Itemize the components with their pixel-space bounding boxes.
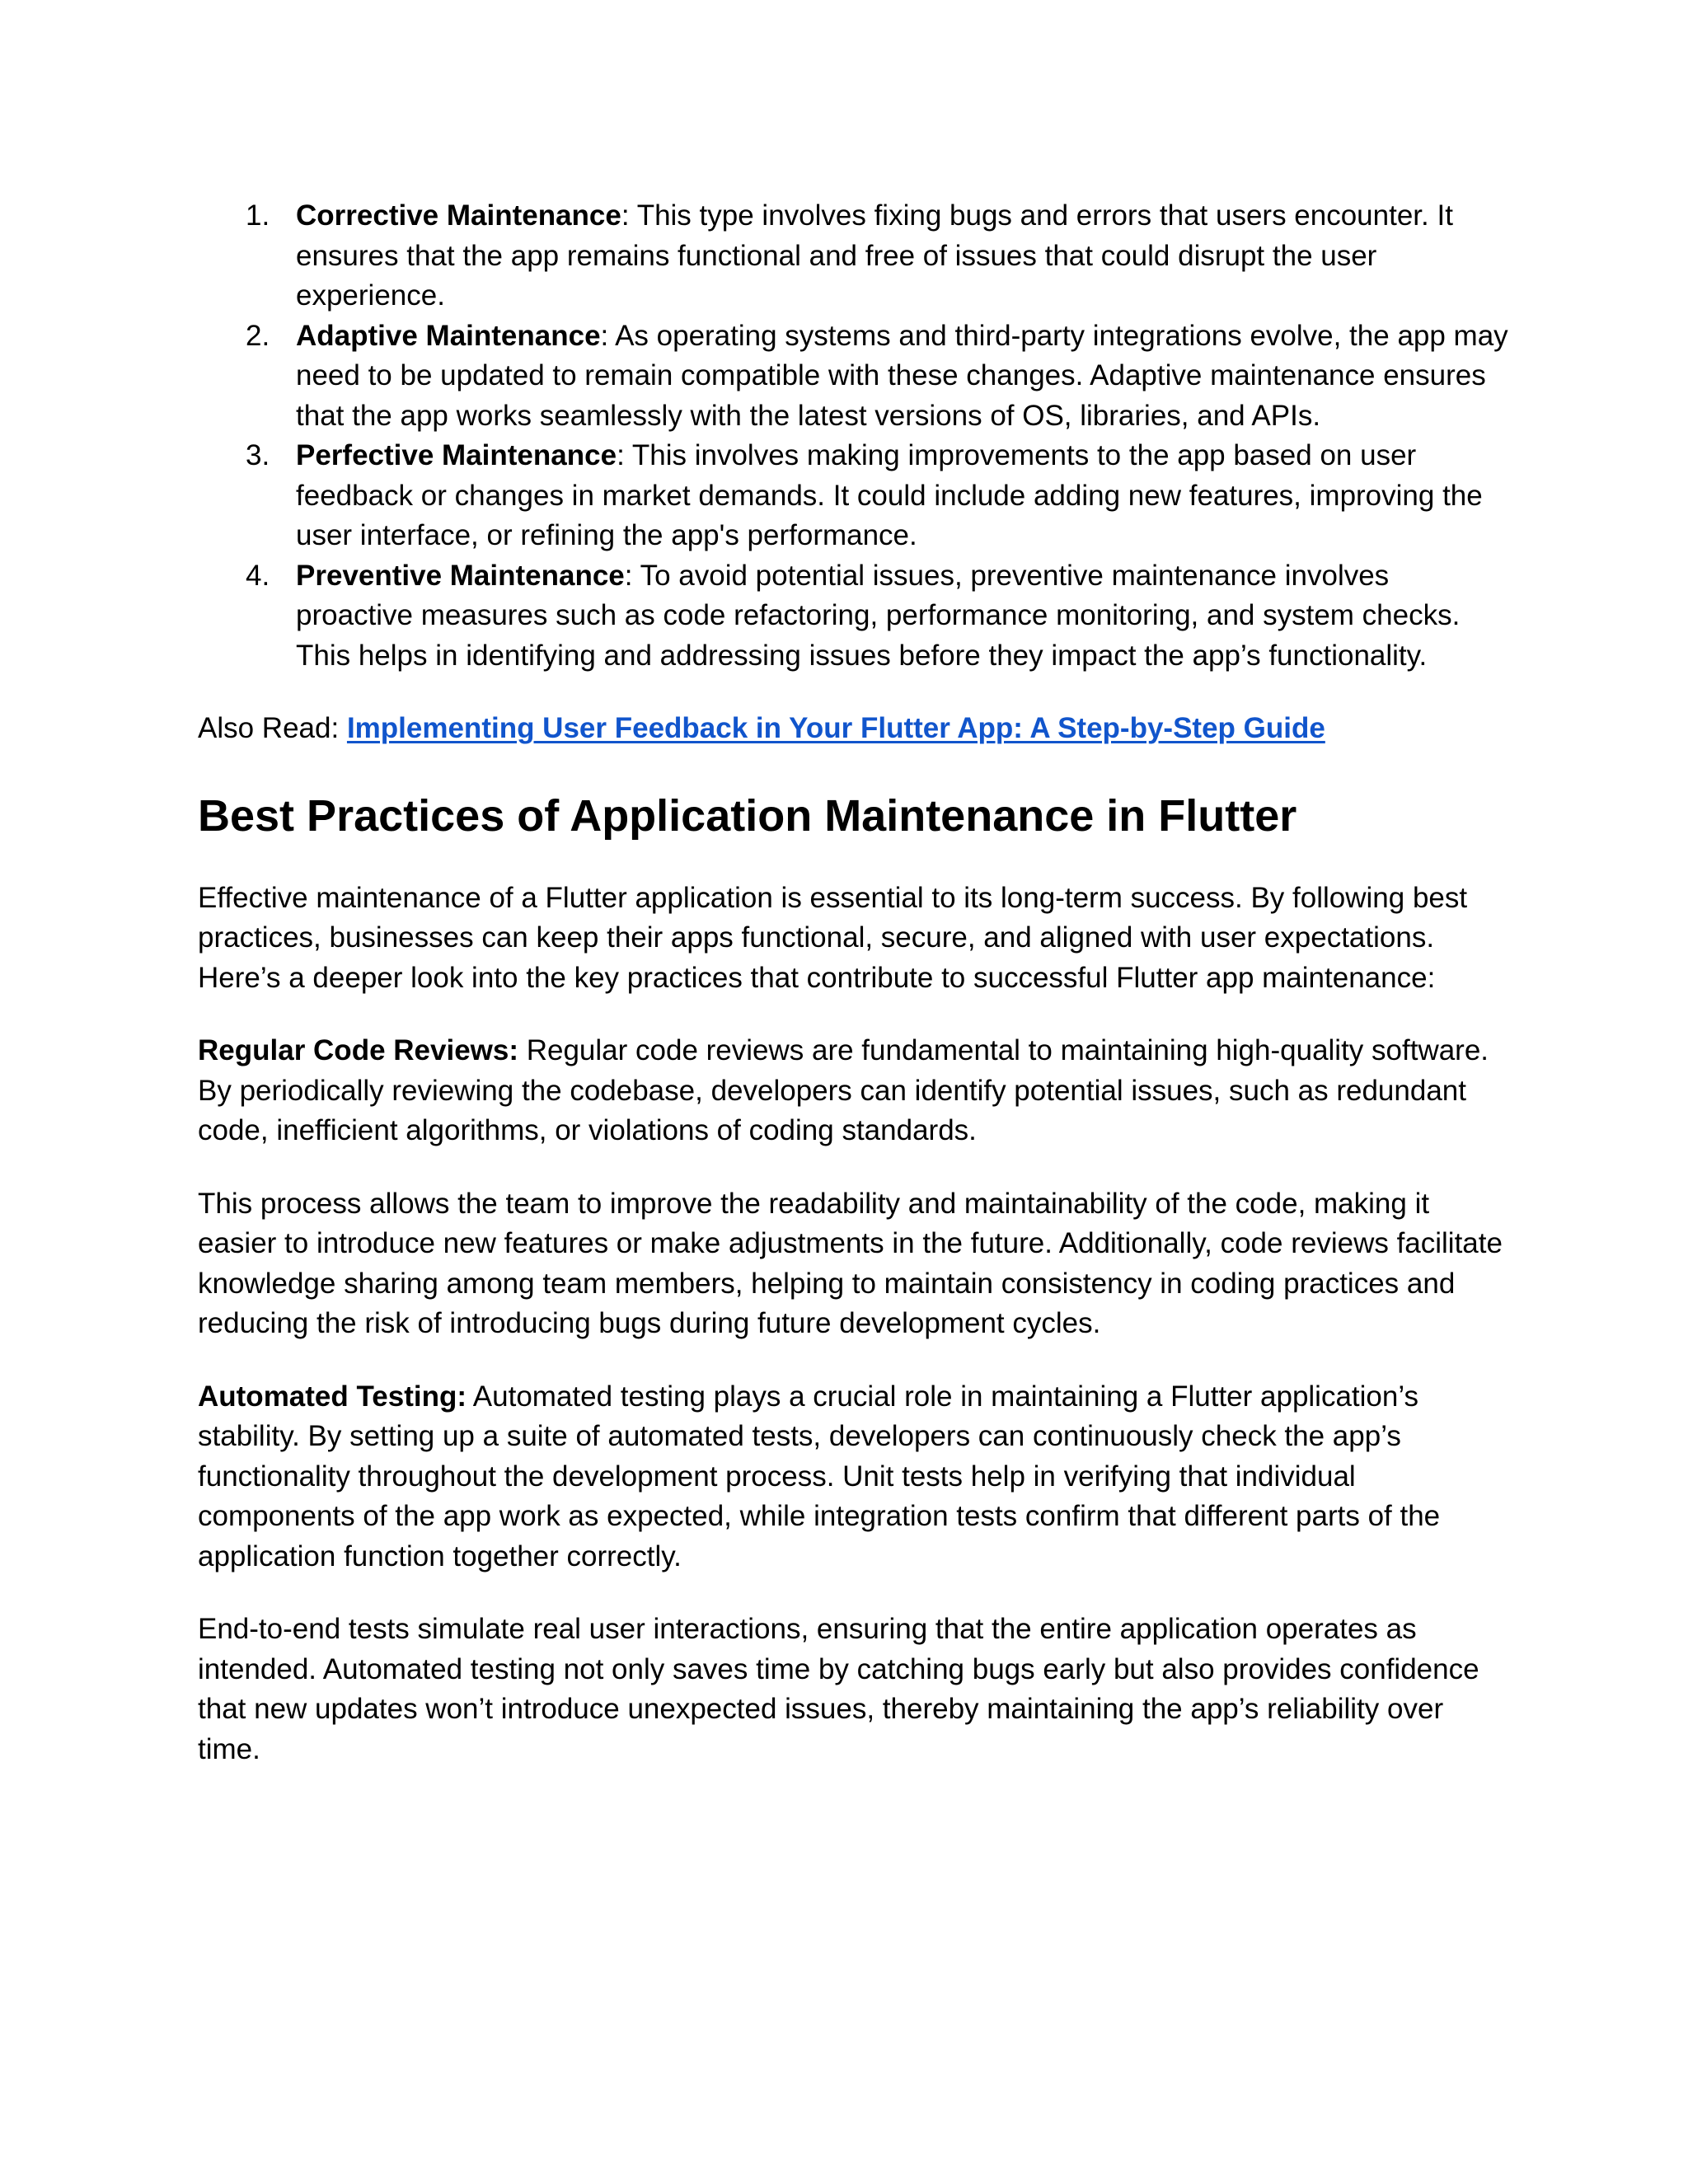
list-number: 2. [246, 319, 270, 352]
code-reviews-text: Regular code reviews are fundamental to maintaining high-quality software. By periodically reviewing the codebase, developers can identify potential issues, such as redundant code, inefficient algorithms, or violations of coding standards. [198, 1034, 1489, 1146]
list-item-preventive [198, 556, 1508, 677]
list-item-corrective [198, 196, 1508, 316]
automated-testing-label: Automated Testing: [198, 1380, 467, 1413]
code-reviews-label: Regular Code Reviews: [198, 1034, 518, 1066]
automated-testing-paragraph [198, 1377, 1508, 1577]
list-text: : As operating systems and third-party integrations evolve, the app may need to be updated to remain compatible with these changes. Adaptive maintenance ensures that the app works seamlessly with the latest versions of OS, libraries, and APIs. [296, 319, 1508, 432]
list-text: : This involves making improvements to the app based on user feedback or changes in market demands. It could include adding new features, improving the user interface, or refining the app's performance. [296, 439, 1483, 551]
list-text: : This type involves fixing bugs and errors that users encounter. It ensures that the app remains functional and free of issues that could disrupt the user experience. [296, 199, 1453, 312]
also-read-prefix: Also Read: [198, 712, 347, 744]
intro-paragraph: Effective maintenance of a Flutter application is essential to its long-term success. By following best practices, businesses can keep their apps functional, secure, and aligned with user expectations. Here’s a deeper look into the key practices that contribute to successful Flutter app maintenance: [198, 881, 1468, 994]
code-reviews-followup-paragraph: This process allows the team to improve the readability and maintainability of the code, making it easier to introduce new features or make adjustments in the future. Additionally, code reviews facilitate knowledge sharing among team members, helping to maintain consistency in coding practices and reducing the risk of introducing bugs during future development cycles. [198, 1187, 1503, 1339]
list-term: Perfective Maintenance [296, 439, 617, 471]
also-read-line [198, 709, 1508, 749]
maintenance-types-list [198, 196, 1508, 676]
list-term: Corrective Maintenance [296, 199, 621, 232]
automated-testing-text: Automated testing plays a crucial role in maintaining a Flutter application’s stability. By setting up a suite of automated tests, developers can continuously check the app’s functionality throughout the development process. Unit tests help in verifying that individual components of the app work as expected, while integration tests confirm that different parts of the application function together correctly. [198, 1380, 1441, 1572]
list-number: 4. [246, 559, 270, 592]
list-term: Adaptive Maintenance [296, 319, 601, 352]
list-item-perfective [198, 436, 1508, 556]
list-number: 3. [246, 439, 270, 471]
document-page [198, 196, 1508, 1769]
end-to-end-paragraph: End-to-end tests simulate real user interactions, ensuring that the entire application operates as intended. Automated testing not only saves time by catching bugs early but also provides confidence that new updates won’t introduce unexpected issues, thereby maintaining the app’s reliability over time. [198, 1613, 1479, 1765]
list-term: Preventive Maintenance [296, 559, 625, 592]
list-number: 1. [246, 199, 270, 232]
section-heading: Best Practices of Application Maintenance in Flutter [198, 790, 1297, 841]
also-read-link[interactable]: Implementing User Feedback in Your Flutter App: A Step-by-Step Guide [346, 712, 1325, 744]
code-reviews-paragraph [198, 1031, 1508, 1151]
list-text: : To avoid potential issues, preventive maintenance involves proactive measures such as code refactoring, performance monitoring, and system checks. This helps in identifying and addressing issues before they impact the app’s functionality. [296, 559, 1461, 672]
list-item-adaptive [198, 316, 1508, 437]
